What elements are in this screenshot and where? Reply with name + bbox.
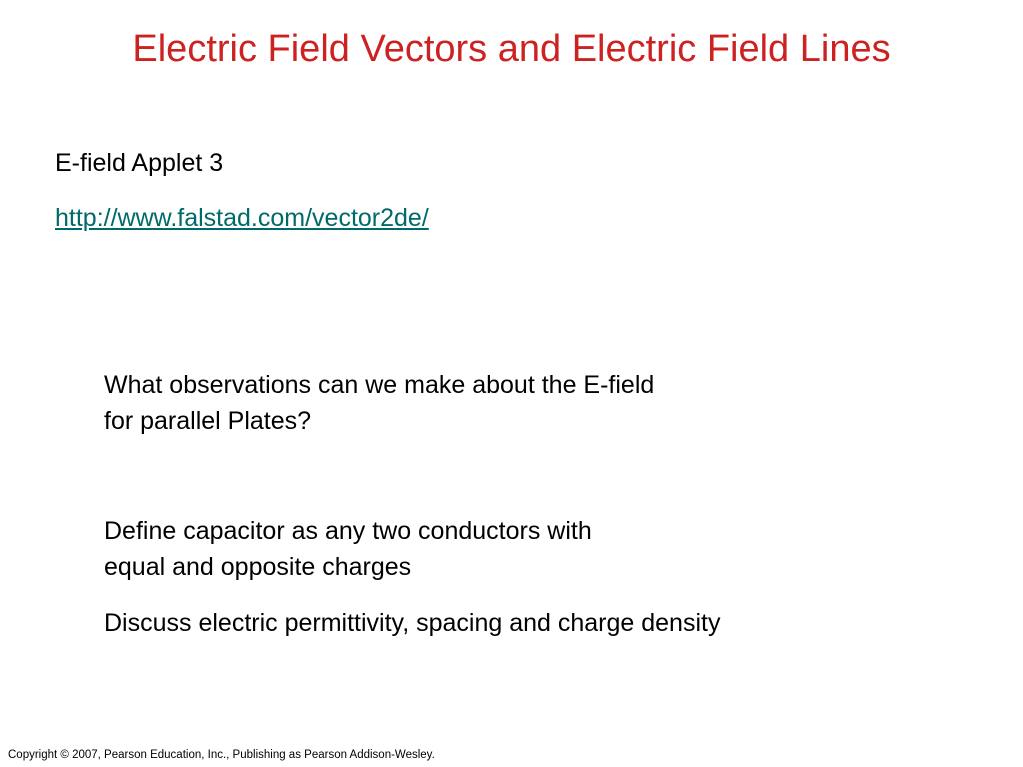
slide-title: Electric Field Vectors and Electric Field Lines xyxy=(132,28,891,70)
copyright-footer: Copyright © 2007, Pearson Education, Inc., Publishing as Pearson Addison-Wesley. xyxy=(8,749,435,761)
permittivity-discussion xyxy=(104,605,720,641)
paragraph-line: Discuss electric permittivity, spacing and charge density xyxy=(104,609,721,637)
paragraph-line: for parallel Plates? xyxy=(104,407,312,435)
paragraph-line: What observations can we make about the E-field xyxy=(104,371,655,399)
observation-question xyxy=(104,367,654,439)
paragraph-line: Define capacitor as any two conductors with xyxy=(104,517,592,545)
applet-label: E-field Applet 3 xyxy=(55,149,224,177)
paragraph-line: equal and opposite charges xyxy=(104,553,412,581)
capacitor-definition xyxy=(104,513,592,585)
applet-link[interactable]: http://www.falstad.com/vector2de/ xyxy=(55,204,429,232)
